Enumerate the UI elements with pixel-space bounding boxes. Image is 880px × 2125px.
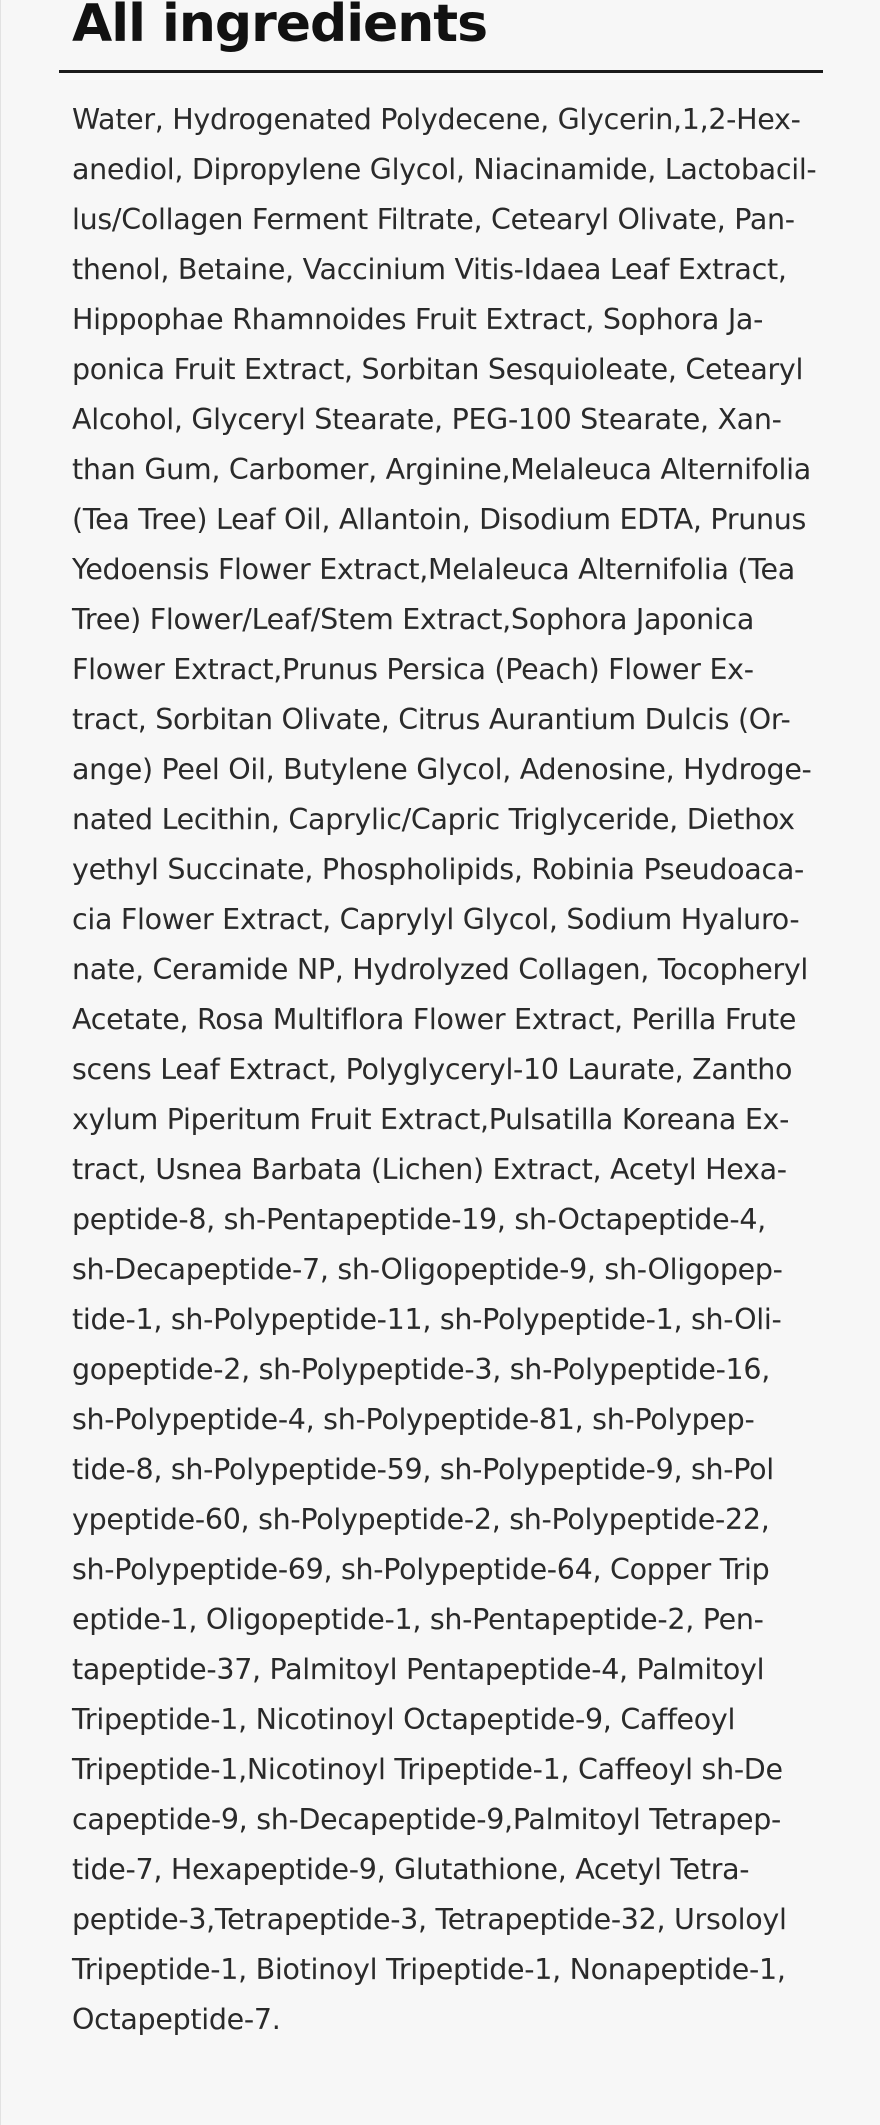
ingredients-line: Tree) Flower/Leaf/Stem Extract,Sophora Japonica: [72, 603, 755, 636]
ingredients-line: Tripeptide-1, Nicotinoyl Octapeptide-9, Caffeoyl: [72, 1703, 736, 1736]
ingredients-line: Tripeptide-1,Nicotinoyl Tripeptide-1, Caffeoyl sh-De: [72, 1753, 783, 1786]
ingredients-line: ange) Peel Oil, Butylene Glycol, Adenosine, Hydroge-: [72, 753, 812, 786]
ingredients-list-text: [72, 95, 817, 2045]
ingredients-line: than Gum, Carbomer, Arginine,Melaleuca Alternifolia: [72, 453, 811, 486]
ingredients-line: yethyl Succinate, Phospholipids, Robinia Pseudoaca-: [72, 853, 804, 886]
ingredients-line: cia Flower Extract, Caprylyl Glycol, Sodium Hyaluro-: [72, 903, 800, 936]
ingredients-line: tide-1, sh-Polypeptide-11, sh-Polypeptide-1, sh-Oli-: [72, 1303, 782, 1336]
section-title: All ingredients: [72, 0, 488, 54]
ingredients-line: eptide-1, Oligopeptide-1, sh-Pentapeptide-2, Pen-: [72, 1603, 764, 1636]
ingredients-line: scens Leaf Extract, Polyglyceryl-10 Laurate, Zantho: [72, 1053, 793, 1086]
ingredients-line: Flower Extract,Prunus Persica (Peach) Flower Ex-: [72, 653, 754, 686]
ingredients-line: Water, Hydrogenated Polydecene, Glycerin,1,2-Hex-: [72, 103, 801, 136]
ingredients-line: gopeptide-2, sh-Polypeptide-3, sh-Polypeptide-16,: [72, 1353, 770, 1386]
ingredients-line: Octapeptide-7.: [72, 2003, 281, 2036]
ingredients-line: thenol, Betaine, Vaccinium Vitis-Idaea Leaf Extract,: [72, 253, 787, 286]
ingredients-line: Tripeptide-1, Biotinoyl Tripeptide-1, Nonapeptide-1,: [72, 1953, 786, 1986]
ingredients-line: peptide-3,Tetrapeptide-3, Tetrapeptide-32, Ursoloyl: [72, 1903, 787, 1936]
ingredients-line: Yedoensis Flower Extract,Melaleuca Alternifolia (Tea: [72, 553, 795, 586]
ingredients-line: ponica Fruit Extract, Sorbitan Sesquioleate, Cetearyl: [72, 353, 804, 386]
ingredients-line: sh-Polypeptide-4, sh-Polypeptide-81, sh-Polypep-: [72, 1403, 755, 1436]
ingredients-line: sh-Decapeptide-7, sh-Oligopeptide-9, sh-Oligopep-: [72, 1253, 783, 1286]
ingredients-line: ypeptide-60, sh-Polypeptide-2, sh-Polypeptide-22,: [72, 1503, 770, 1536]
ingredients-line: capeptide-9, sh-Decapeptide-9,Palmitoyl Tetrapep-: [72, 1803, 782, 1836]
ingredients-line: xylum Piperitum Fruit Extract,Pulsatilla Koreana Ex-: [72, 1103, 790, 1136]
ingredients-line: tapeptide-37, Palmitoyl Pentapeptide-4, Palmitoyl: [72, 1653, 765, 1686]
title-divider: [59, 70, 823, 73]
ingredients-line: tide-7, Hexapeptide-9, Glutathione, Acetyl Tetra-: [72, 1853, 750, 1886]
ingredients-line: (Tea Tree) Leaf Oil, Allantoin, Disodium EDTA, Prunus: [72, 503, 807, 536]
ingredients-line: tract, Sorbitan Olivate, Citrus Aurantium Dulcis (Or-: [72, 703, 791, 736]
ingredients-line: tide-8, sh-Polypeptide-59, sh-Polypeptide-9, sh-Pol: [72, 1453, 774, 1486]
ingredients-line: Alcohol, Glyceryl Stearate, PEG-100 Stearate, Xan-: [72, 403, 782, 436]
ingredients-line: anediol, Dipropylene Glycol, Niacinamide, Lactobacil-: [72, 153, 817, 186]
ingredients-line: nated Lecithin, Caprylic/Capric Triglyceride, Diethox: [72, 803, 795, 836]
ingredients-line: tract, Usnea Barbata (Lichen) Extract, Acetyl Hexa-: [72, 1153, 787, 1186]
ingredients-line: nate, Ceramide NP, Hydrolyzed Collagen, Tocopheryl: [72, 953, 809, 986]
ingredients-line: Hippophae Rhamnoides Fruit Extract, Sophora Ja-: [72, 303, 764, 336]
ingredients-line: Acetate, Rosa Multiflora Flower Extract, Perilla Frute: [72, 1003, 797, 1036]
ingredients-line: peptide-8, sh-Pentapeptide-19, sh-Octapeptide-4,: [72, 1203, 766, 1236]
ingredients-line: lus/Collagen Ferment Filtrate, Cetearyl Olivate, Pan-: [72, 203, 795, 236]
ingredients-line: sh-Polypeptide-69, sh-Polypeptide-64, Copper Trip: [72, 1553, 770, 1586]
